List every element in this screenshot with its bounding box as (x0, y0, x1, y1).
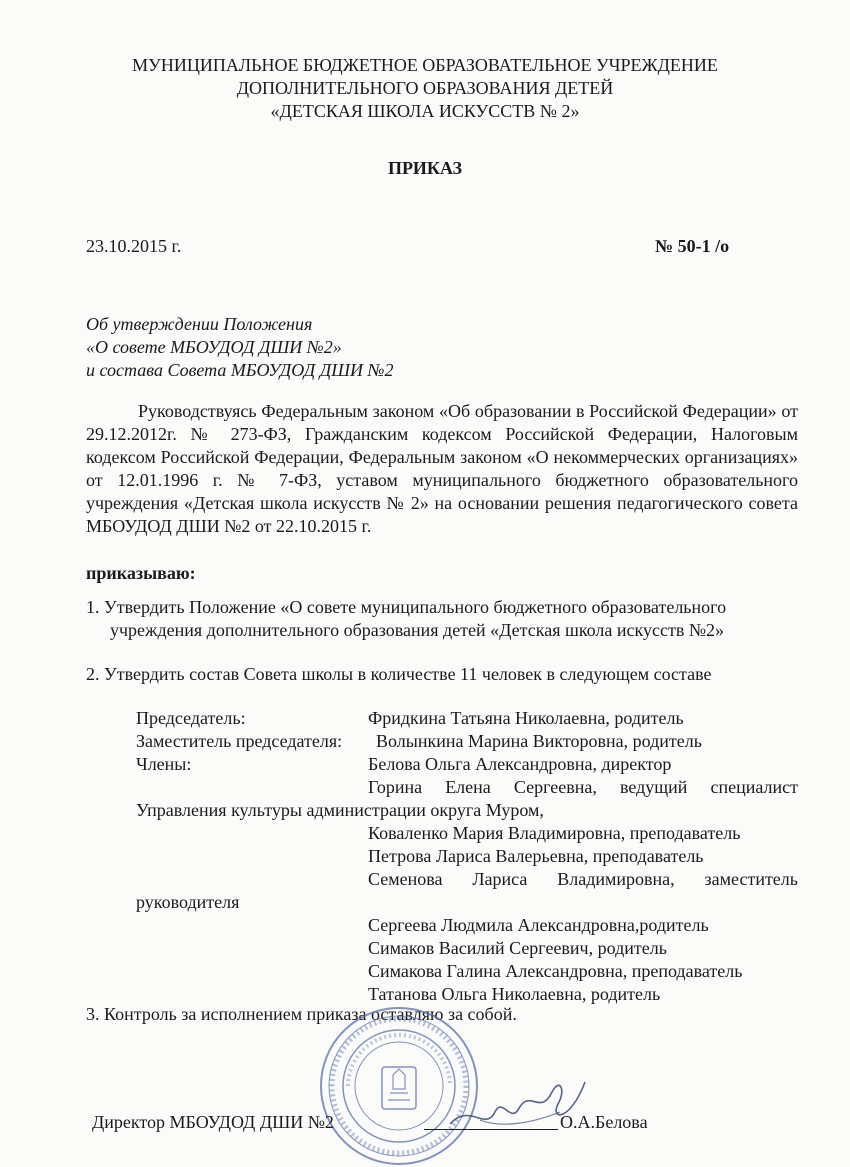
chair-label: Председатель: (136, 708, 246, 728)
item-3: 3. Контроль за исполнением приказа оставляю за собой. (86, 1004, 517, 1024)
subject-line-1: Об утверждении Положения (86, 314, 313, 334)
org-header-line-3: «ДЕТСКАЯ ШКОЛА ИСКУССТВ № 2» (270, 101, 580, 121)
signature-position: Директор МБОУДОД ДШИ №2 (92, 1112, 334, 1132)
signature-line (424, 1129, 558, 1130)
document-title: ПРИКАЗ (387, 158, 463, 178)
member-7: Симаков Василий Сергеевич, родитель (368, 938, 667, 958)
org-header-line-1: МУНИЦИПАЛЬНОЕ БЮДЖЕТНОЕ ОБРАЗОВАТЕЛЬНОЕ УЧРЕЖДЕНИЕ (132, 55, 718, 75)
member-1: Белова Ольга Александровна, директор (368, 754, 672, 774)
item-1-line-1: 1. Утвердить Положение «О совете муниципального бюджетного образовательного (86, 597, 727, 617)
item-2: 2. Утвердить состав Совета школы в количестве 11 человек в следующем составе (86, 664, 712, 684)
member-8: Симакова Галина Александровна, преподаватель (368, 961, 743, 981)
subject-line-2: «О совете МБОУДОД ДШИ №2» (86, 337, 342, 357)
chair-name: Фридкина Татьяна Николаевна, родитель (368, 708, 684, 728)
member-5-line-2: руководителя (136, 892, 240, 912)
member-2-line-2: Управления культуры администрации округа Муром, (136, 800, 544, 820)
order-number: № 50-1 /о (655, 236, 730, 256)
member-9: Татанова Ольга Николаевна, родитель (368, 984, 661, 1004)
member-3: Коваленко Мария Владимировна, преподаватель (368, 823, 741, 843)
member-4: Петрова Лариса Валерьевна, преподаватель (368, 846, 704, 866)
subject-line-3: и состава Совета МБОУДОД ДШИ №2 (86, 360, 394, 380)
members-label: Члены: (136, 754, 192, 774)
order-date: 23.10.2015 г. (86, 236, 182, 256)
signatory-name: О.А.Белова (560, 1112, 648, 1132)
preamble-paragraph (86, 400, 798, 538)
deputy-label: Заместитель председателя: (136, 731, 343, 751)
order-word: приказываю: (86, 563, 196, 583)
member-2-line-1: Горина Елена Сергеевна, ведущий специалист (368, 777, 798, 797)
item-1-line-2: учреждения дополнительного образования детей «Детская школа искусств №2» (110, 620, 725, 640)
org-header-line-2: ДОПОЛНИТЕЛЬНОГО ОБРАЗОВАНИЯ ДЕТЕЙ (236, 78, 614, 98)
member-6: Сергеева Людмила Александровна,родитель (368, 915, 709, 935)
preamble-text: Руководствуясь Федеральным законом «Об образовании в Российской Федерации» от 29.12.2012г. № 273-ФЗ, Гражданским кодексом Российской Федерации, Налоговым кодексом Российской Федерации, Федеральным законом «О некоммерческих организациях» от 12.01.1996 г. № 7-ФЗ, уставом муниципального бюджетного образовательного учреждения «Детская школа искусств № 2» на основании решения педагогического совета МБОУДОД ДШИ №2 от 22.10.2015 г. (86, 401, 798, 536)
deputy-name: Волынкина Марина Викторовна, родитель (376, 731, 702, 751)
member-5-line-1: Семенова Лариса Владимировна, заместитель (368, 869, 798, 889)
